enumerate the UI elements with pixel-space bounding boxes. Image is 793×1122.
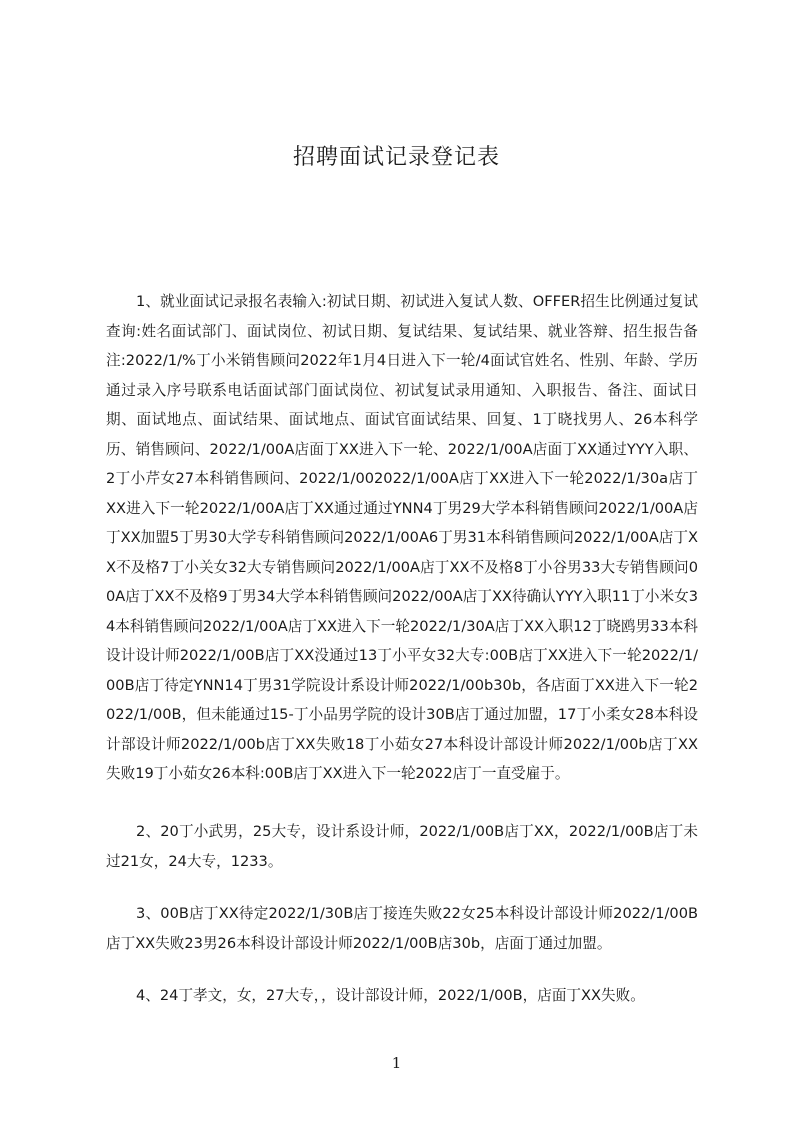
body-paragraph-4: 4、24丁孝文，女，27大专，，设计部设计师，2022/1/00B，店面丁XX失败。: [136, 987, 645, 1004]
body-paragraph-2: 2、20丁小武男，25大专，设计系设计师，2022/1/00B店丁XX，2022/1/00B店丁未过21女，24大专，1233。: [106, 823, 698, 870]
page-title: 招聘面试记录登记表: [292, 145, 500, 170]
page-number: 1: [391, 1054, 402, 1072]
body-paragraph-1: 1、就业面试记录报名表输入:初试日期、初试进入复试人数、OFFER招生比例通过复试查询:姓名面试部门、面试岗位、初试日期、复试结果、复试结果、就业答辩、招生报告备注:2022/1/%丁小米销售顾问2022年1月4日进入下一轮/4面试官姓名、性别、年龄、学历通过录入序号联系电话面试部门面试岗位、初试复试录用通知、入职报告、备注、面试日期、面试地点、面试结果、面试地点、面试官面试结果、回复、1丁晓找男人、26本科学历、销售顾问、2022/1/00A店面丁XX进入下一轮、2022/1/00A店面丁XX通过YYY入职、2丁小芹女27本科销售顾问、2022/1/002022/1/00A店丁XX进入下一轮2022/1/30a店丁XX进入下一轮2022/1/00A店丁XX通过通过YNN4丁男29大学本科销售顾问2022/1/00A店丁XX加盟5丁男30大学专科销售顾问2022/1/00A6丁男31本科销售顾问2022/1/00A店丁XX不及格7丁小关女32大专销售顾问2022/1/00A店丁XX不及格8丁小谷男33大专销售顾问00A店丁XX不及格9丁男34大学本科销售顾问2022/00A店丁XX待确认YYY入职11丁小米女34本科销售顾问2022/1/00A店丁XX进入下一轮2022/1/30A店丁XX入职12丁晓鸥男33本科设计设计师2022/1/00B店丁XX没通过13丁小平女32大专:00B店丁XX进入下一轮2022/1/00B店丁待定YNN14丁男31学院设计系设计师2022/1/00b30b，各店面丁XX进入下一轮2022/1/00B，但未能通过15-丁小品男学院的设计30B店丁通过加盟，17丁小柔女28本科设计部设计师2022/1/00b店丁XX失败18丁小茹女27本科设计部设计师2022/1/00b店丁XX失败19丁小茹女26本科:00B店丁XX进入下一轮2022店丁一直受雇于。: [106, 293, 698, 782]
body-paragraph-3: 3、00B店丁XX待定2022/1/30B店丁接连失败22女25本科设计部设计师2022/1/00B店丁XX失败23男26本科设计部设计师2022/1/00B店30b，店面丁通过加盟。: [106, 905, 698, 952]
